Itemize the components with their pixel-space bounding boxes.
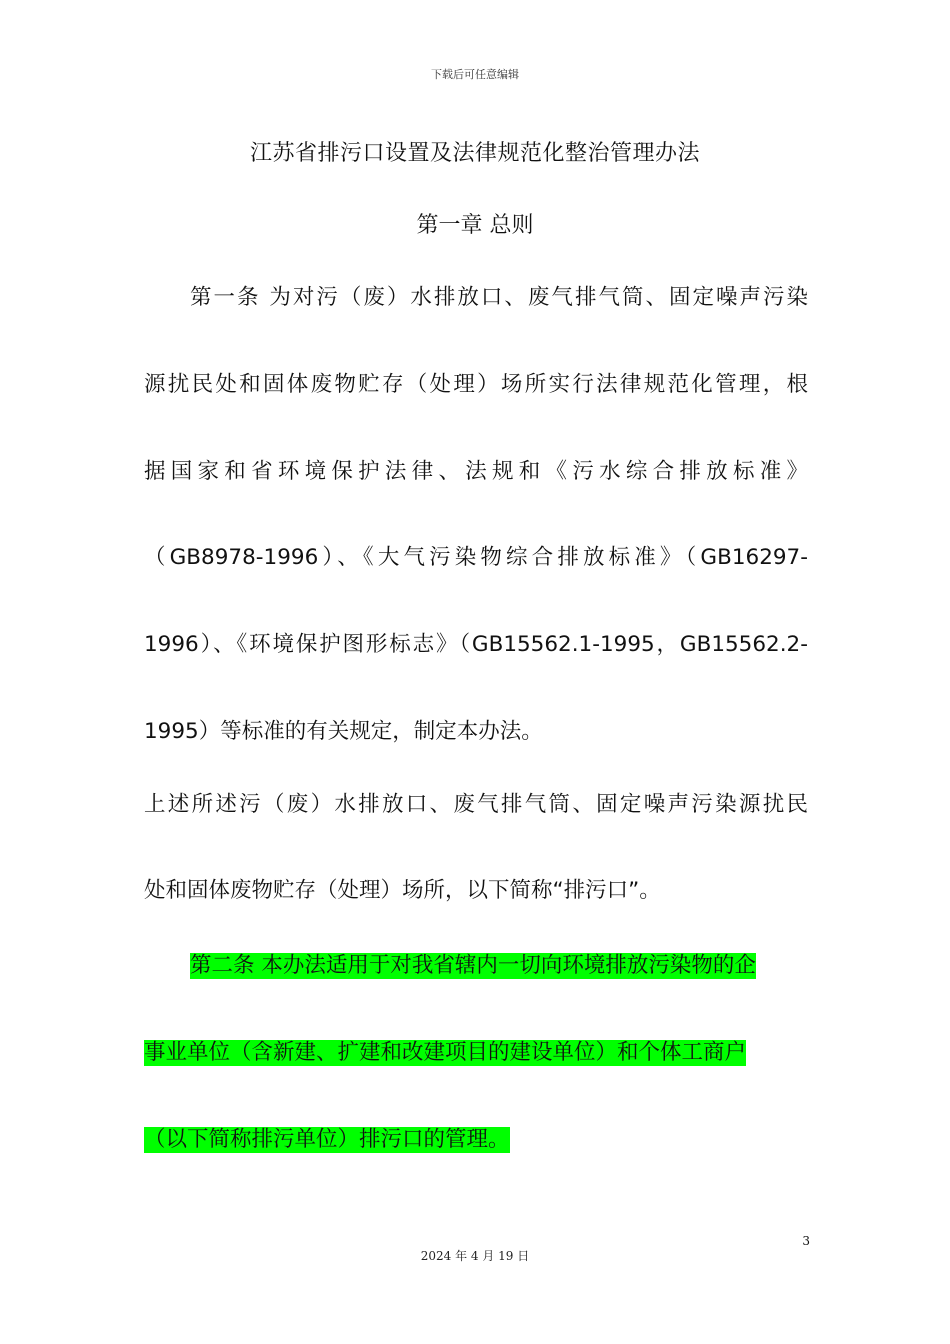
article1-line-4: （GB8978-1996）、《大气污染物综合排放标准》（GB16297- — [144, 545, 808, 570]
page-footer-date: 2024 年 4 月 19 日 — [420, 1249, 530, 1263]
article1-line-3: 据国家和省环境保护法律、法规和《污水综合排放标准》 — [144, 459, 808, 484]
article2-highlight-1: 第二条 本办法适用于对我省辖内一切向环境排放污染物的企 — [190, 953, 756, 978]
article2-highlight-3: （以下简称排污单位）排污口的管理。 — [144, 1127, 510, 1152]
article1-line-6: 1995）等标准的有关规定，制定本办法。 — [144, 719, 543, 744]
document-title: 江苏省排污口设置及法律规范化整治管理办法 — [249, 141, 700, 166]
page-header: 下载后可任意编辑 — [431, 68, 519, 81]
chapter-heading: 第一章 总则 — [416, 213, 534, 238]
article1-line-1: 第一条 为对污（废）水排放口、废气排气筒、固定噪声污染 — [190, 285, 808, 310]
note-line-2: 处和固体废物贮存（处理）场所，以下简称“排污口”。 — [144, 878, 661, 903]
article2-highlight-2: 事业单位（含新建、扩建和改建项目的建设单位）和个体工商户 — [144, 1040, 747, 1065]
article2-line-1 — [190, 950, 808, 982]
article2-line-2 — [144, 1037, 808, 1069]
note-line-1: 上述所述污（废）水排放口、废气排气筒、固定噪声污染源扰民 — [144, 792, 808, 817]
page-number: 3 — [802, 1234, 810, 1248]
article2-line-3 — [144, 1124, 808, 1156]
article1-line-2: 源扰民处和固体废物贮存（处理）场所实行法律规范化管理，根 — [144, 372, 808, 397]
article1-line-5: 1996）、《环境保护图形标志》（GB15562.1-1995，GB15562.2- — [144, 632, 808, 657]
